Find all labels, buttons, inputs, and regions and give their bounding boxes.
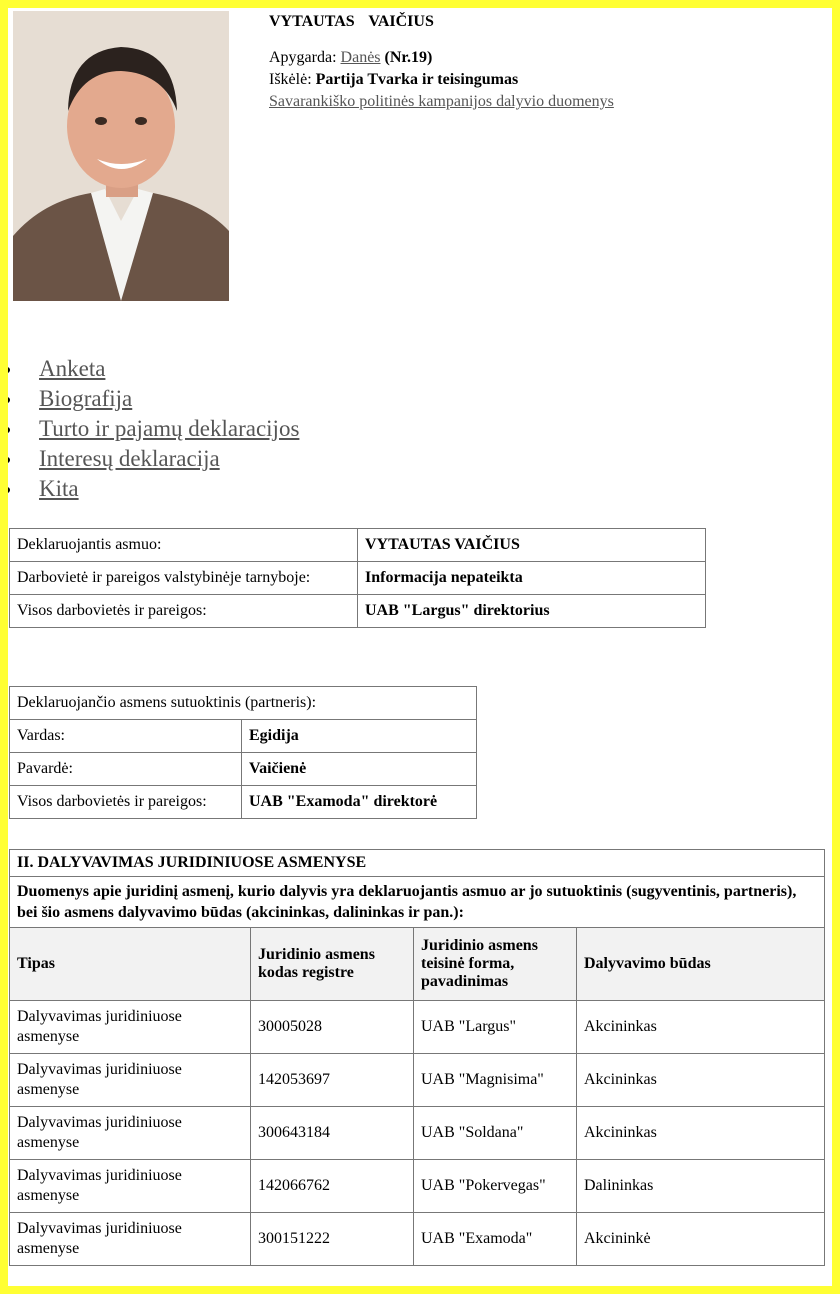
declarant-value: VYTAUTAS VAIČIUS: [358, 529, 706, 562]
spouse-title: Deklaruojančio asmens sutuoktinis (partneris):: [10, 687, 477, 720]
table-row: [10, 529, 706, 562]
table-row: [10, 877, 825, 928]
declarant-label: Deklaruojantis asmuo:: [10, 529, 358, 562]
cell-mode: Akcininkas: [577, 1054, 825, 1107]
district-label: Apygarda:: [269, 49, 337, 66]
nav-link-biografija[interactable]: Biografija: [39, 386, 133, 411]
all-positions-label: Visos darbovietės ir pareigos:: [10, 595, 358, 628]
cell-entity: UAB "Magnisima": [414, 1054, 577, 1107]
participation-table: [9, 849, 825, 1266]
table-row: [10, 1213, 825, 1266]
cell-mode: Akcininkas: [577, 1001, 825, 1054]
cell-code: 30005028: [251, 1001, 414, 1054]
participation-description: Duomenys apie juridinį asmenį, kurio dalyvis yra deklaruojantis asmuo ar jo sutuoktinis (sugyventinis, partneris), bei šio asmens dalyvavimo būdas (akcininkas, dalininkas ir pan.):: [10, 877, 825, 928]
workplace-label: Darbovietė ir pareigos valstybinėje tarnyboje:: [10, 562, 358, 595]
table-row: [10, 595, 706, 628]
table-row: [10, 562, 706, 595]
cell-entity: UAB "Examoda": [414, 1213, 577, 1266]
nav-item-turto: [0, 414, 299, 444]
district-number: (Nr.19): [384, 49, 433, 66]
cell-code: 142053697: [251, 1054, 414, 1107]
all-positions-value: UAB "Largus" direktorius: [358, 595, 706, 628]
district-link[interactable]: Danės: [340, 49, 381, 66]
spouse-positions-label: Visos darbovietės ir pareigos:: [10, 786, 242, 819]
table-row: [10, 720, 477, 753]
candidate-header: [269, 11, 614, 113]
table-row: [10, 1160, 825, 1213]
column-header-kodas: Juridinio asmens kodas registre: [251, 928, 414, 1001]
cell-mode: Dalininkas: [577, 1160, 825, 1213]
table-row: [10, 1107, 825, 1160]
table-row: [10, 850, 825, 877]
cell-type: Dalyvavimas juridiniuose asmenyse: [10, 1107, 251, 1160]
spouse-first-name-label: Vardas:: [10, 720, 242, 753]
cell-code: 300151222: [251, 1213, 414, 1266]
candidate-name: VYTAUTAS VAIČIUS: [269, 13, 434, 30]
spouse-last-name-label: Pavardė:: [10, 753, 242, 786]
participation-title: II. DALYVAVIMAS JURIDINIUOSE ASMENYSE: [10, 850, 825, 877]
spouse-positions-value: UAB "Examoda" direktorė: [242, 786, 477, 819]
nav-link-interesu-deklaracija[interactable]: Interesų deklaracija: [39, 446, 220, 471]
header-row: [10, 928, 825, 1001]
nav-link-kita[interactable]: Kita: [39, 476, 79, 501]
nominated-line: [269, 69, 614, 91]
party-name: Partija Tvarka ir teisingumas: [315, 71, 519, 88]
cell-mode: Akcininkė: [577, 1213, 825, 1266]
district-line: [269, 47, 614, 69]
nav-item-interesu: [0, 444, 299, 474]
candidate-photo: [13, 11, 229, 301]
nav-link-turto-deklaracijos[interactable]: Turto ir pajamų deklaracijos: [39, 416, 300, 441]
table-row: [10, 753, 477, 786]
column-header-budas: Dalyvavimo būdas: [577, 928, 825, 1001]
cell-code: 300643184: [251, 1107, 414, 1160]
column-header-tipas: Tipas: [10, 928, 251, 1001]
workplace-value: Informacija nepateikta: [358, 562, 706, 595]
column-header-pavadinimas: Juridinio asmens teisinė forma, pavadinimas: [414, 928, 577, 1001]
cell-mode: Akcininkas: [577, 1107, 825, 1160]
cell-type: Dalyvavimas juridiniuose asmenyse: [10, 1054, 251, 1107]
cell-type: Dalyvavimas juridiniuose asmenyse: [10, 1213, 251, 1266]
declarant-table: [9, 528, 706, 628]
nav-item-kita: [0, 474, 299, 504]
table-row: [10, 786, 477, 819]
spouse-table: [9, 686, 477, 819]
cell-code: 142066762: [251, 1160, 414, 1213]
table-row: [10, 1001, 825, 1054]
nav-link-anketa[interactable]: Anketa: [39, 356, 106, 381]
nav-item-biografija: [0, 384, 299, 414]
nav-item-anketa: [0, 354, 299, 384]
cell-type: Dalyvavimas juridiniuose asmenyse: [10, 1160, 251, 1213]
cell-entity: UAB "Largus": [414, 1001, 577, 1054]
spouse-last-name-value: Vaičienė: [242, 753, 477, 786]
cell-type: Dalyvavimas juridiniuose asmenyse: [10, 1001, 251, 1054]
cell-entity: UAB "Pokervegas": [414, 1160, 577, 1213]
table-row: [10, 687, 477, 720]
table-row: [10, 1054, 825, 1107]
spouse-first-name-value: Egidija: [242, 720, 477, 753]
section-nav: [0, 354, 299, 504]
cell-entity: UAB "Soldana": [414, 1107, 577, 1160]
campaign-data-link[interactable]: Savarankiško politinės kampanijos dalyvio duomenys: [269, 93, 614, 110]
nominated-label: Iškėlė:: [269, 71, 312, 88]
